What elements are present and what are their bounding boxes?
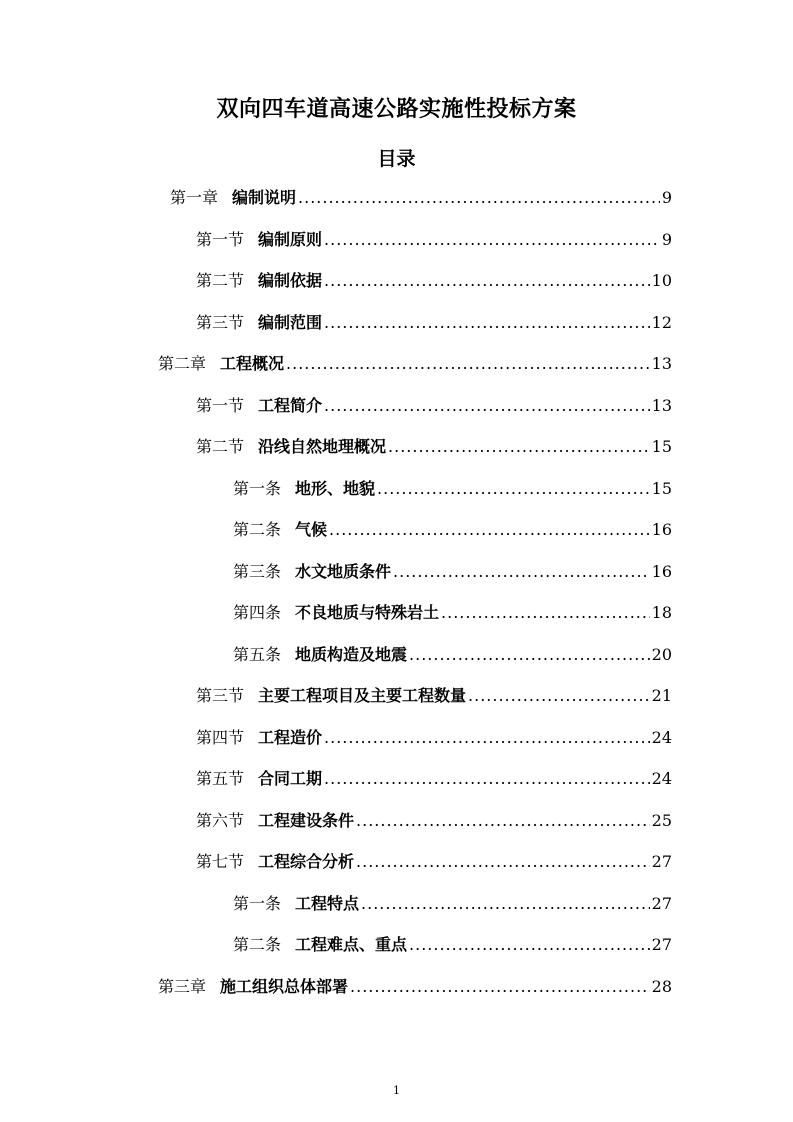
toc-entry-title: 主要工程项目及主要工程数量 — [258, 686, 467, 705]
toc-entry[interactable] — [196, 850, 672, 874]
toc-entry-page: 9 — [661, 188, 672, 207]
toc-entry[interactable] — [170, 186, 672, 210]
toc-entry[interactable] — [196, 726, 672, 750]
toc-entry-title: 工程概况 — [220, 354, 285, 373]
toc-leader — [329, 518, 650, 542]
toc-leader — [361, 892, 650, 916]
toc-leader — [388, 435, 650, 459]
toc-entry-title: 工程简介 — [258, 396, 323, 415]
toc-entry-label: 第七节 — [196, 852, 245, 871]
toc-entry-label: 第一章 — [170, 188, 219, 207]
toc-leader — [324, 269, 650, 293]
toc-entry-label: 第一条 — [233, 479, 282, 498]
toc-entry-label: 第三节 — [196, 313, 245, 332]
toc-entry[interactable] — [196, 767, 672, 791]
toc-leader — [298, 186, 660, 210]
toc-entry-label: 第五节 — [196, 769, 245, 788]
toc-entry-page: 13 — [651, 396, 672, 415]
toc-entry-title: 工程难点、重点 — [295, 935, 408, 954]
toc-entry-title: 编制范围 — [258, 313, 323, 332]
toc-leader — [324, 726, 650, 750]
toc-entry-label: 第一条 — [233, 894, 282, 913]
toc-entry-label: 第一节 — [196, 396, 245, 415]
toc-entry-label: 第二条 — [233, 520, 282, 539]
toc-entry-page: 16 — [651, 562, 672, 581]
toc-entry-title: 沿线自然地理概况 — [258, 437, 387, 456]
toc-leader — [324, 228, 660, 252]
toc-leader — [377, 477, 650, 501]
toc-entry-title: 工程综合分析 — [258, 852, 355, 871]
toc-leader — [324, 394, 650, 418]
toc-leader — [324, 311, 650, 335]
toc-heading: 目录 — [377, 148, 416, 170]
toc-entry-title: 编制原则 — [258, 230, 323, 249]
toc-entry-page: 27 — [651, 935, 672, 954]
toc-entry[interactable] — [233, 477, 672, 501]
toc-entry[interactable] — [233, 518, 672, 542]
toc-entry-page: 27 — [651, 852, 672, 871]
toc-entry-label: 第二节 — [196, 437, 245, 456]
toc-entry-page: 15 — [651, 437, 672, 456]
toc-entry-page: 9 — [661, 230, 672, 249]
toc-entry-title: 工程造价 — [258, 728, 323, 747]
toc-leader — [409, 933, 650, 957]
toc-entry[interactable] — [158, 352, 672, 376]
toc-entry-page: 12 — [651, 313, 672, 332]
toc-entry-label: 第四节 — [196, 728, 245, 747]
toc-entry-label: 第五条 — [233, 645, 282, 664]
toc-entry-page: 28 — [651, 977, 672, 996]
toc-entry-label: 第二条 — [233, 935, 282, 954]
toc-entry-title: 地形、地貌 — [295, 479, 376, 498]
document-title: 双向四车道高速公路实施性投标方案 — [216, 97, 577, 122]
toc-entry[interactable] — [233, 601, 672, 625]
toc-entry[interactable] — [196, 394, 672, 418]
toc-entry-label: 第三节 — [196, 686, 245, 705]
toc-entry-title: 不良地质与特殊岩土 — [295, 603, 440, 622]
toc-leader — [468, 684, 650, 708]
toc-entry-page: 18 — [651, 603, 672, 622]
toc-leader — [356, 850, 650, 874]
toc-entry[interactable] — [196, 809, 672, 833]
page-number: 1 — [393, 1084, 400, 1097]
toc-entry-title: 工程建设条件 — [258, 811, 355, 830]
toc-entry-label: 第三章 — [158, 977, 207, 996]
toc-leader — [286, 352, 650, 376]
toc-entry-label: 第二章 — [158, 354, 207, 373]
toc-entry-title: 气候 — [295, 520, 328, 539]
toc-entry[interactable] — [196, 435, 672, 459]
toc-entry-label: 第六节 — [196, 811, 245, 830]
toc-entry-label: 第一节 — [196, 230, 245, 249]
toc-entry[interactable] — [233, 560, 672, 584]
toc-entry-page: 16 — [651, 520, 672, 539]
toc-entry[interactable] — [158, 975, 672, 999]
toc-leader — [324, 767, 650, 791]
toc-entry-title: 水文地质条件 — [295, 562, 392, 581]
toc-entry[interactable] — [196, 684, 672, 708]
toc-entry-page: 27 — [651, 894, 672, 913]
toc-entry-label: 第三条 — [233, 562, 282, 581]
toc-entry-title: 地质构造及地震 — [295, 645, 408, 664]
toc-entry[interactable] — [233, 643, 672, 667]
toc-entry-title: 工程特点 — [295, 894, 360, 913]
toc-entry-page: 25 — [651, 811, 672, 830]
toc-entry[interactable] — [233, 933, 672, 957]
toc-leader — [441, 601, 650, 625]
toc-entry[interactable] — [196, 311, 672, 335]
toc-entry-page: 15 — [651, 479, 672, 498]
toc-entry-page: 21 — [651, 686, 672, 705]
toc-entry[interactable] — [196, 228, 672, 252]
toc-entry-title: 编制依据 — [258, 271, 323, 290]
toc-entry-page: 24 — [651, 769, 672, 788]
toc-entry-page: 24 — [651, 728, 672, 747]
toc-leader — [409, 643, 650, 667]
toc-leader — [350, 975, 650, 999]
toc-leader — [393, 560, 650, 584]
toc-entry-title: 施工组织总体部署 — [220, 977, 349, 996]
toc-entry-title: 合同工期 — [258, 769, 323, 788]
toc-entry-page: 10 — [651, 271, 672, 290]
toc-entry-title: 编制说明 — [232, 188, 297, 207]
toc-leader — [356, 809, 650, 833]
toc-entry-label: 第四条 — [233, 603, 282, 622]
toc-entry-page: 20 — [651, 645, 672, 664]
toc-entry[interactable] — [233, 892, 672, 916]
toc-entry[interactable] — [196, 269, 672, 293]
toc-entry-label: 第二节 — [196, 271, 245, 290]
toc-entry-page: 13 — [651, 354, 672, 373]
